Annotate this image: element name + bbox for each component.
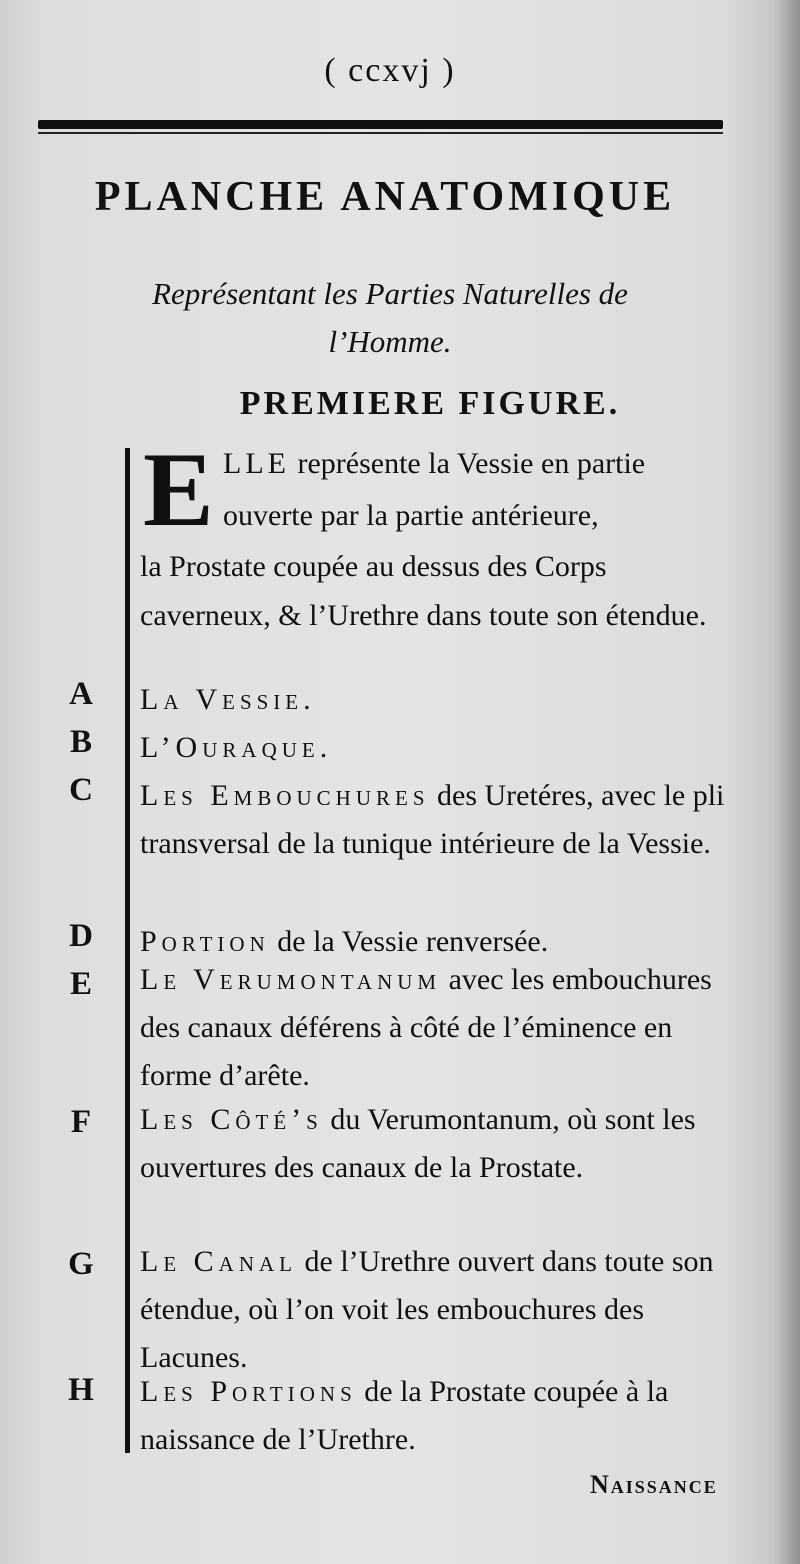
- legend-letter-h: H: [68, 1372, 94, 1408]
- entry-head: L’Ouraque.: [140, 731, 333, 764]
- legend-entry-h: [140, 1368, 750, 1464]
- entry-head: Les Embouchures: [140, 779, 430, 812]
- legend-entry-e: [140, 956, 750, 1100]
- subtitle-line-1: Représentant les Parties Naturelles de: [152, 276, 628, 311]
- intro-line-1-text: représente la Vessie en partie: [289, 447, 646, 480]
- legend-entry-a: [140, 676, 750, 724]
- entry-text: de l’Urethre ouvert dans toute son étendue, où l’on voit les embouchures des Lacunes.: [140, 1245, 714, 1374]
- subtitle-line-2: l’Homme.: [328, 324, 452, 359]
- margin-rule: [125, 448, 130, 1453]
- entry-text: avec les embouchures des canaux déférens à côté de l’éminence en forme d’arête.: [140, 963, 712, 1092]
- legend-letter-b: B: [69, 724, 92, 760]
- figure-heading: PREMIERE FIGURE.: [239, 385, 621, 422]
- entry-head: Portion: [140, 925, 270, 958]
- intro-caps: LLE: [223, 447, 290, 480]
- header-rule-thin: [38, 132, 723, 134]
- entry-head: Les Côté’s: [140, 1103, 323, 1136]
- page-title: PLANCHE ANATOMIQUE: [94, 174, 676, 220]
- legend-letter-g: G: [68, 1246, 94, 1282]
- legend-entry-c: [140, 772, 750, 868]
- legend-letter-a: A: [69, 676, 93, 712]
- legend-entry-b: [140, 724, 750, 772]
- page-gutter-shadow: [774, 0, 800, 1564]
- header-rule: [38, 120, 723, 129]
- intro-paragraph: la Prostate coupée au dessus des Corps caverneux, & l’Urethre dans toute son étendue.: [140, 550, 707, 632]
- entry-head: Le Verumontanum: [140, 963, 442, 996]
- legend-letter-f: F: [70, 1104, 92, 1140]
- intro-line-2: ouverte par la partie antérieure,: [223, 499, 599, 532]
- catchword: Naissance: [590, 1470, 718, 1499]
- legend-entry-g: [140, 1238, 750, 1382]
- legend-entry-f: [140, 1096, 750, 1192]
- entry-head: La Vessie.: [140, 683, 316, 716]
- legend-letter-c: C: [69, 772, 93, 808]
- drop-cap: E: [143, 431, 214, 548]
- entry-text: de la Vessie renversée.: [269, 925, 549, 958]
- entry-text: de la Prostate coupée à la naissance de l’Urethre.: [140, 1375, 669, 1456]
- legend-letter-e: E: [69, 966, 92, 1002]
- page-subtitle: [70, 270, 710, 366]
- entry-text: du Verumontanum, où sont les ouvertures des canaux de la Prostate.: [140, 1103, 696, 1184]
- entry-text: des Uretéres, avec le pli transversal de la tunique intérieure de la Vessie.: [140, 779, 725, 860]
- intro-line-1: [223, 438, 645, 490]
- page-number: ( ccxvj ): [324, 52, 456, 89]
- legend-letter-d: D: [69, 918, 93, 954]
- entry-head: Les Portions: [140, 1375, 357, 1408]
- entry-head: Le Canal: [140, 1245, 297, 1278]
